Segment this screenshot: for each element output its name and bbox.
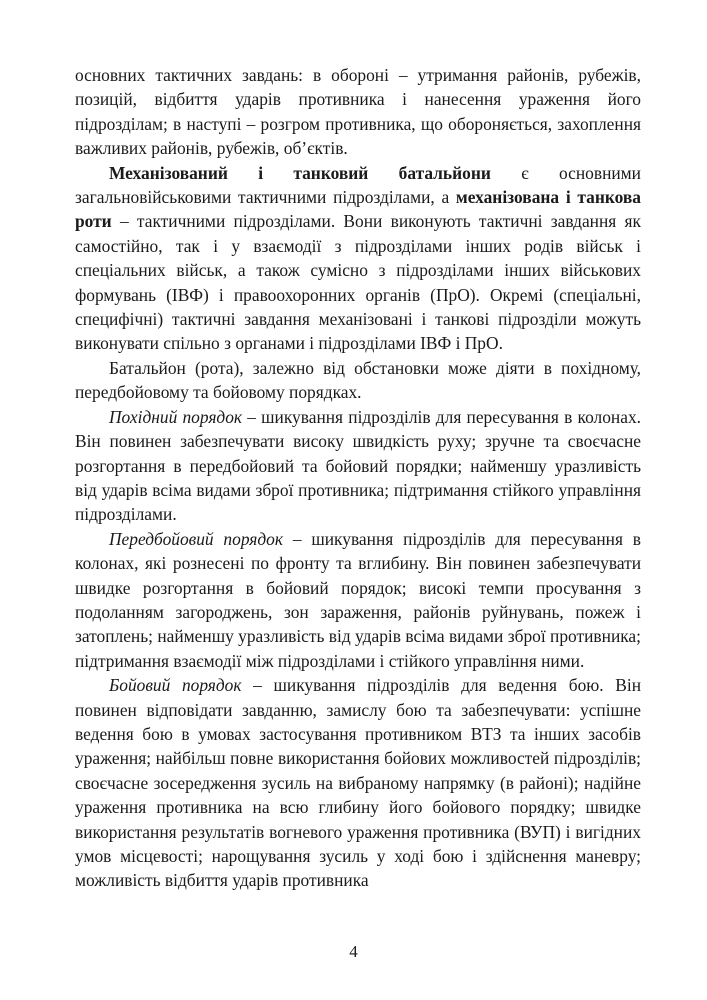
paragraph-1 xyxy=(75,63,641,161)
paragraph-4-run-2: – шикування підрозділів для пересування в колонах. Він повинен забезпечувати високу швидкість руху; зручне та своєчасне розгортання в передбойовий та бойовий порядки; найменшу уразливість від ударів всіма видами зброї противника; підтримання стійкого управління підрозділами. xyxy=(75,406,642,525)
paragraph-2 xyxy=(75,161,641,356)
paragraph-2-run-4: – тактичними підрозділами. Вони виконують тактичні завдання як самостійно, так і у взаємодії з підрозділами інших родів військ і спеціальних військ, а також сумісно з підрозділами інших військових формувань (ІВФ) і правоохоронних органів (ПрО). Окремі (спеціальні, специфічні) тактичні завдання механізовані і танкові підрозділи можуть виконувати спільно з органами і підрозділами ІВФ і ПрО. xyxy=(75,211,641,354)
paragraph-3-run-1: Батальйон (рота), залежно від обстановки може діяти в похідному, передбойовому та бойовому порядках. xyxy=(75,357,641,403)
paragraph-6-run-2: – шикування підрозділів для ведення бою. Він повинен відповідати завданню, замислу бою та забезпечувати: успішне ведення бою в умовах застосування противником ВТЗ та інших засобів ураження; найбільш повне використання бойових можливостей підрозділів; своєчасне зосередження зусиль на вибраному напрямку (в районі); надійне ураження противника на всю глибину його бойового порядку; швидке використання результатів вогневого ураження противника (ВУП) і вигідних умов місцевості; нарощування зусиль у ході бою і здійснення маневру; можливість відбиття ударів противника xyxy=(75,675,641,891)
paragraph-2-run-2: є основними загальновійськовими тактичними підрозділами, а xyxy=(75,162,641,208)
term-mechanized-tank-companies: механізована і танкова роти xyxy=(75,187,641,232)
body-text xyxy=(75,63,641,893)
paragraph-6 xyxy=(75,673,641,893)
paragraph-5 xyxy=(75,527,641,673)
paragraph-5-run-2: – шикування підрозділів для пересування в колонах, які рознесені по фронту та вглибину. Він повинен забезпечувати швидке розгортання в бойовий порядок; високі темпи просування з подоланням загороджень, зон зараження, районів руйнувань, пожеж і затоплень; найменшу уразливість від ударів всіма видами зброї противника; підтримання взаємодії між підрозділами і стійкого управління ними. xyxy=(75,528,641,671)
paragraph-4 xyxy=(75,405,641,527)
term-pre-battle-order: Передбойовий порядок xyxy=(109,528,283,549)
page-number: 4 xyxy=(349,942,358,961)
paragraph-3 xyxy=(75,356,641,405)
term-march-order: Похідний порядок xyxy=(109,406,243,427)
term-battle-order: Бойовий порядок xyxy=(109,675,242,696)
paragraph-1-run-1: основних тактичних завдань: в обороні – утримання районів, рубежів, позицій, відбиття ударів противника і нанесення ураження його підрозділам; в наступі – розгром противника, що обороняється, захоплення важливих районів, рубежів, об’єктів. xyxy=(75,65,641,159)
term-mechanized-tank-battalions: Механізований і танковий батальйони xyxy=(109,162,491,183)
